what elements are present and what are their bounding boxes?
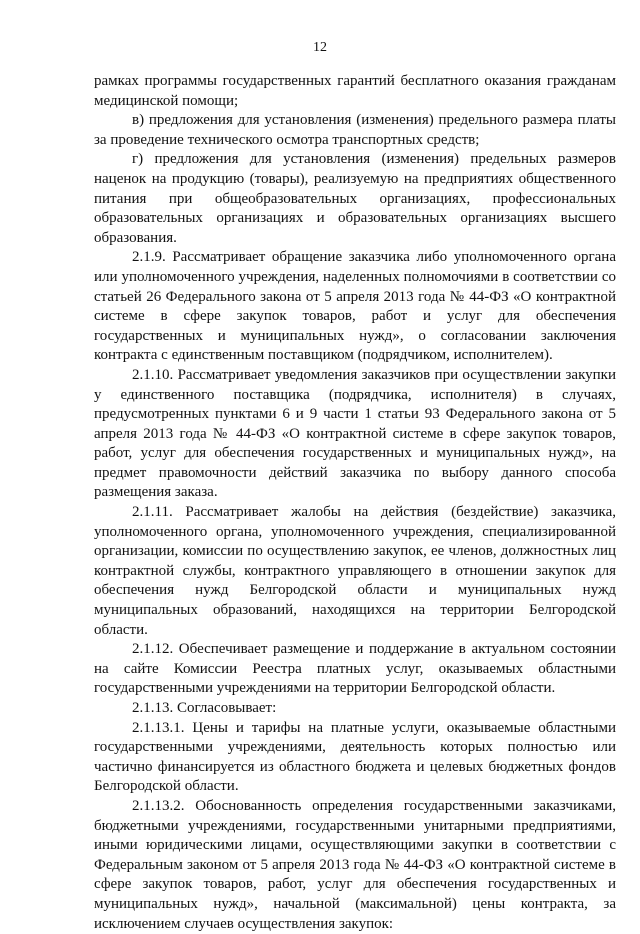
paragraph-2-1-12: 2.1.12. Обеспечивает размещение и поддержание в актуальном состоянии на сайте Комиссии Реестра платных услуг, оказываемых областными государственными учреждениями на территории Белгородской области. [94, 641, 616, 697]
paragraph-item-g: г) предложения для установления (изменения) предельных размеров наценок на продукцию (товары), реализуемую на предприятиях общественного питания при общеобразовательных организациях, профессиональных образовательных организациях и образовательных организациях высшего образования. [94, 151, 616, 246]
paragraph-2-1-11: 2.1.11. Рассматривает жалобы на действия (бездействие) заказчика, уполномоченного органа, уполномоченного учреждения, специализированной организации, комиссии по осуществлению закупок, ее членов, должностных лиц контрактной службы, контрактного управляющего в отношении закупок для обеспечения нужд Белгородской области и муниципальных нужд муниципальных образований, находящихся на территории Белгородской области. [94, 504, 616, 638]
document-body [94, 72, 616, 934]
paragraph-continuation: рамках программы государственных гарантий бесплатного оказания гражданам медицинской помощи; [94, 73, 616, 109]
paragraph-2-1-9: 2.1.9. Рассматривает обращение заказчика либо уполномоченного органа или уполномоченного учреждения, наделенных полномочиями в соответствии со статьей 26 Федерального закона от 5 апреля 2013 года № 44-ФЗ «О контрактной системе в сфере закупок товаров, работ и услуг для обеспечения государственных и муниципальных нужд», о согласовании заключения контракта с единственным поставщиком (подрядчиком, исполнителем). [94, 249, 616, 364]
page-number: 12 [313, 40, 327, 55]
paragraph-item-v: в) предложения для установления (изменения) предельного размера платы за проведение технического осмотра транспортных средств; [94, 112, 616, 148]
paragraph-2-1-13-2: 2.1.13.2. Обоснованность определения государственными заказчиками, бюджетными учреждениями, государственными унитарными предприятиями, иными юридическими лицами, осуществляющими закупки в соответствии с Федеральным законом от 5 апреля 2013 года № 44-ФЗ «О контрактной системе в сфере закупок товаров, работ, услуг для обеспечения государственных и муниципальных нужд», начальной (максимальной) цены контракта, за исключением случаев осуществления закупок: [94, 797, 616, 932]
paragraph-2-1-10: 2.1.10. Рассматривает уведомления заказчиков при осуществлении закупки у единственного поставщика (подрядчика, исполнителя) в случаях, предусмотренных пунктами 6 и 9 части 1 статьи 93 Федерального закона от 5 апреля 2013 года № 44-ФЗ «О контрактной системе в сфере закупок товаров, работ, услуг для обеспечения государственных и муниципальных нужд», на предмет правомочности действий заказчика по выбору данного способа размещения заказа. [94, 366, 616, 501]
paragraph-2-1-13-1: 2.1.13.1. Цены и тарифы на платные услуги, оказываемые областными государственными учреждениями, деятельность которых полностью или частично финансируется из областного бюджета и целевых бюджетных фондов Белгородской области. [94, 719, 616, 795]
paragraph-2-1-13: 2.1.13. Согласовывает: [132, 700, 277, 716]
